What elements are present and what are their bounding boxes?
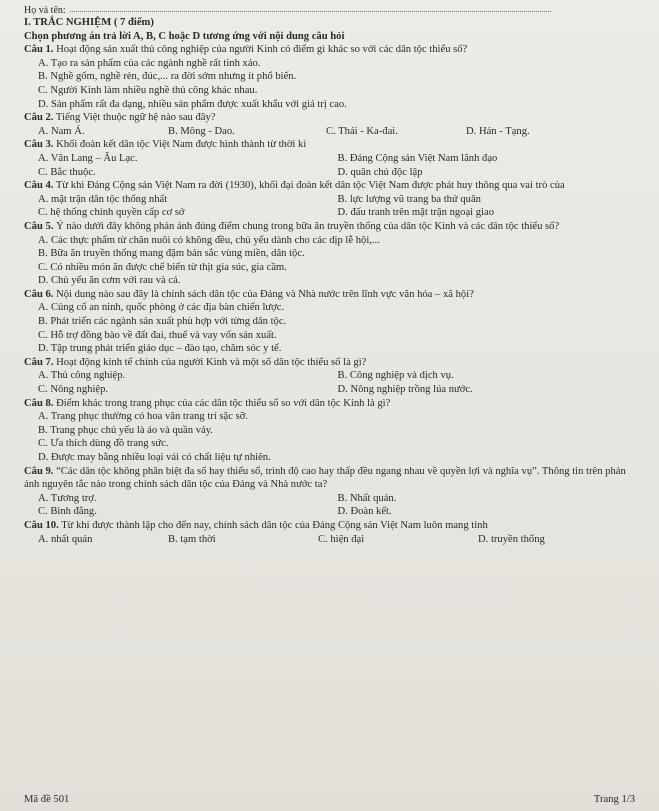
question-text: Hoạt động kinh tế chính của người Kinh và một số dân tộc thiểu số là gì? [56, 356, 367, 368]
option: C. Bắc thuộc. [38, 166, 96, 178]
question-text: Hoạt động sản xuất thủ công nghiệp của người Kinh có điểm gì khác so với các dân tộc thiểu số? [56, 44, 468, 56]
options-row [24, 492, 637, 506]
header [24, 4, 637, 15]
option: B. Phát triển các ngành sản xuất phù hợp với từng dân tộc. [38, 316, 287, 328]
option: B. Mông - Dao. [168, 125, 235, 137]
question-5 [24, 220, 637, 234]
option: C. Nông nghiệp. [38, 384, 109, 396]
option: D. Tập trung phát triển giáo dục – đào tạo, chăm sóc y tế. [38, 343, 282, 355]
options-row [24, 383, 637, 397]
question-text: Ý nào dưới đây không phản ánh đúng điểm chung trong bữa ăn truyền thống của dân tộc Kinh và các dân tộc thiểu số? [56, 220, 560, 232]
exam-code: Mã đề 501 [24, 794, 70, 806]
question-number: Câu 7. [24, 356, 54, 368]
question-number: Câu 9. [24, 465, 54, 477]
header-code [557, 4, 637, 15]
question-7 [24, 356, 637, 370]
question-6 [24, 288, 637, 302]
option: B. Bữa ăn truyền thống mang đậm bản sắc vùng miền, dân tộc. [38, 248, 305, 260]
question-text: Từ khi Đảng Cộng sản Việt Nam ra đời (1930), khối đại đoàn kết dân tộc Việt Nam được phát huy thông qua vai trò của [55, 180, 565, 192]
options-row [24, 533, 637, 547]
option: B. Nghề gốm, nghề rèn, đúc,... ra đời sớm nhưng ít phổ biến. [38, 71, 297, 83]
question-number: Câu 8. [24, 397, 54, 409]
option: C. Có nhiều món ăn được chế biến từ thịt gia súc, gia cầm. [38, 261, 287, 273]
option: D. Hán - Tạng. [466, 125, 530, 137]
question-9 [24, 465, 637, 492]
option: C. hiện đại [318, 533, 365, 545]
options-row [24, 206, 637, 220]
option: A. Tạo ra sản phẩm của các ngành nghề rất tinh xảo. [38, 57, 261, 69]
option: A. Củng cố an ninh, quốc phòng ở các địa bàn chiến lược. [38, 302, 285, 314]
option: C. Ưa thích dùng đồ trang sức. [38, 438, 169, 450]
question-text: Khối đoàn kết dân tộc Việt Nam được hình thành từ thời kì [56, 139, 307, 151]
question-number: Câu 4. [24, 180, 54, 192]
question-3 [24, 138, 637, 152]
question-text: Nội dung nào sau đây là chính sách dân tộc của Đảng và Nhà nước trên lĩnh vực văn hóa – xã hội? [56, 288, 474, 300]
question-2 [24, 111, 637, 125]
question-number: Câu 6. [24, 288, 54, 300]
name-blank [70, 4, 551, 12]
question-number: Câu 1. [24, 44, 54, 56]
options-row [24, 369, 637, 383]
option: B. tạm thời [168, 533, 216, 545]
options-row [24, 125, 637, 139]
page-number: Trang 1/3 [593, 794, 635, 806]
question-10 [24, 519, 637, 533]
question-8 [24, 397, 637, 411]
option: C. Thái - Ka-đai. [326, 125, 398, 137]
option: C. Hỗ trợ đồng bào về đất đai, thuế và vay vốn sản xuất. [38, 329, 277, 341]
option: B. Đảng Cộng sản Việt Nam lãnh đạo [337, 152, 498, 164]
option: C. Người Kinh làm nhiều nghề thủ công khác nhau. [38, 84, 258, 96]
question-number: Câu 3. [24, 139, 54, 151]
name-label: Họ và tên: [24, 5, 66, 16]
option: D. Được may bằng nhiều loại vải có chất liệu tự nhiên. [38, 452, 271, 463]
options-row [24, 193, 637, 207]
question-text: Tiếng Việt thuộc ngữ hệ nào sau đây? [55, 112, 216, 124]
option: C. hệ thống chính quyền cấp cơ sở [38, 207, 185, 219]
question-text: Từ khi được thành lập cho đến nay, chính sách dân tộc của Đảng Cộng sản Việt Nam luôn mang tính [61, 519, 488, 531]
option: D. Chủ yếu ăn cơm với rau và cá. [38, 275, 181, 287]
instruction: Chọn phương án trả lời A, B, C hoặc D tương ứng với nội dung câu hỏi [24, 30, 345, 42]
option: D. đấu tranh trên mặt trận ngoại giao [337, 207, 495, 219]
option: D. Nông nghiệp trồng lúa nước. [337, 384, 473, 396]
option: D. Đoàn kết. [337, 506, 392, 518]
option: A. Thủ công nghiệp. [38, 370, 126, 382]
option: A. mặt trận dân tộc thống nhất [38, 193, 168, 205]
option: B. Công nghiệp và dịch vụ. [337, 370, 454, 382]
options-row [24, 166, 637, 180]
option: A. nhất quán [38, 533, 93, 545]
option: B. lực lượng vũ trang ba thứ quân [337, 193, 481, 205]
question-text: “Các dân tộc không phân biệt đa số hay thiểu số, trình độ cao hay thấp đều ngang nhau về quyền lợi và nghĩa vụ”. Thông tin trên phản ánh nguyên tắc nào trong chính sách dân tộc của Đảng và Nhà nước ta? [24, 465, 626, 491]
question-4 [24, 179, 637, 193]
option: C. Bình đẳng. [38, 506, 97, 518]
question-number: Câu 5. [24, 220, 54, 232]
options-row [24, 152, 637, 166]
option: D. quân chủ độc lập [337, 166, 423, 178]
question-number: Câu 2. [24, 112, 54, 124]
option: B. Trang phục chủ yếu là áo và quần vảy. [38, 424, 213, 436]
footer [24, 793, 635, 807]
option: B. Nhất quán. [337, 492, 397, 504]
question-1 [24, 43, 637, 57]
options-row [24, 505, 637, 519]
section-title: I. TRẮC NGHIỆM ( 7 điểm) [24, 17, 154, 28]
option: D. truyền thống [478, 533, 545, 545]
option: A. Tương trợ. [38, 492, 97, 504]
option: A. Trang phục thường có hoa văn trang trí sặc sỡ. [38, 411, 248, 423]
option: D. Sản phẩm rất đa dạng, nhiều sản phẩm được xuất khẩu với giá trị cao. [38, 98, 347, 110]
question-number: Câu 10. [24, 519, 59, 531]
option: A. Văn Lang – Âu Lạc. [38, 152, 138, 164]
option: A. Các thực phẩm từ chăn nuôi có không đều, chủ yếu dành cho các dịp lễ hội,... [38, 234, 380, 246]
option: A. Nam Á. [38, 125, 85, 137]
question-text: Điểm khác trong trang phục của các dân tộc thiểu số so với dân tộc Kinh là gì? [56, 397, 391, 409]
